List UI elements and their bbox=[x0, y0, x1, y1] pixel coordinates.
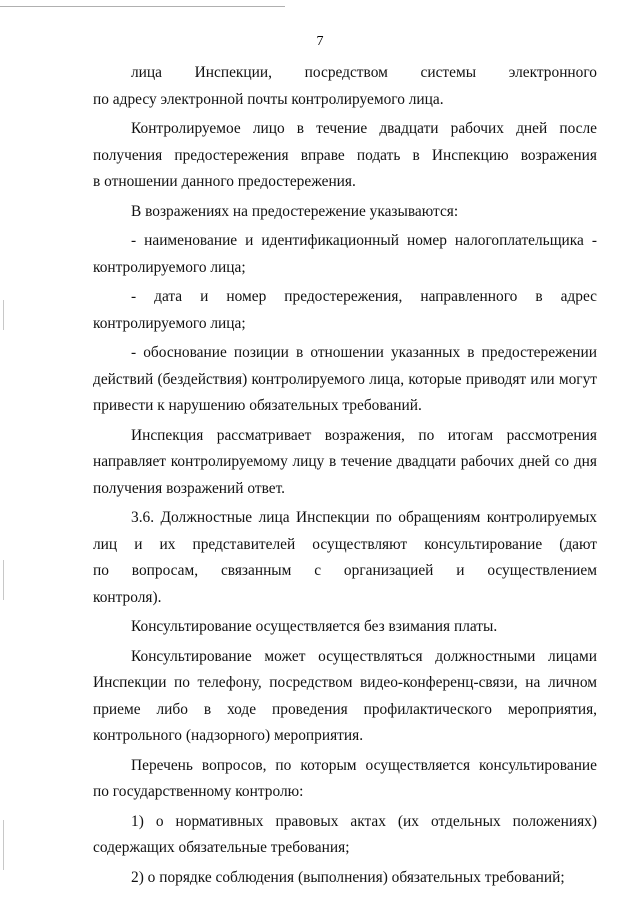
text-line: получения возражений ответ. bbox=[93, 479, 285, 497]
text-line: лица Инспекции, посредством системы электронного bbox=[131, 64, 597, 81]
text-line: в отношении данного предостережения. bbox=[93, 173, 356, 190]
text-line: контроля). bbox=[93, 588, 162, 606]
paragraph bbox=[93, 644, 597, 750]
text-line: по вопросам, связанным с организацией и осуществлением bbox=[93, 562, 597, 579]
text-line: получения предостережения вправе подать в Инспекцию возражения bbox=[93, 146, 597, 164]
text-line: Перечень вопросов, по которым осуществляется консультирование bbox=[131, 756, 597, 774]
paragraph bbox=[93, 753, 597, 806]
document-body bbox=[93, 60, 597, 891]
text-line: В возражениях на предостережение указываются: bbox=[131, 202, 459, 220]
paragraph bbox=[93, 199, 597, 226]
paragraph bbox=[93, 614, 597, 641]
scan-top-rule bbox=[0, 6, 285, 7]
text-line: по государственному контролю: bbox=[93, 783, 304, 800]
text-line: действий (бездействия) контролируемого лица, которые приводят или могут bbox=[93, 370, 597, 388]
text-line: - дата и номер предостережения, направленного в адрес bbox=[131, 288, 597, 305]
text-line: по адресу электронной почты контролируемого лица. bbox=[93, 90, 444, 108]
paragraph bbox=[93, 228, 597, 281]
paragraph bbox=[93, 423, 597, 503]
text-line: контролируемого лица; bbox=[93, 258, 246, 276]
scan-edge-mark bbox=[3, 560, 4, 600]
text-line: - наименование и идентификационный номер налогоплательщика - bbox=[131, 232, 597, 249]
scan-edge-mark bbox=[3, 820, 4, 870]
text-line: контролируемого лица; bbox=[93, 314, 246, 332]
text-line: направляет контролируемому лицу в течение двадцати рабочих дней со дня bbox=[93, 453, 597, 470]
text-line: Консультирование осуществляется без взимания платы. bbox=[131, 618, 498, 635]
text-line: 3.6. Должностные лица Инспекции по обращениям контролируемых bbox=[131, 509, 597, 526]
paragraph bbox=[93, 505, 597, 611]
paragraph bbox=[93, 60, 597, 113]
text-line: привести к нарушению обязательных требований. bbox=[93, 397, 422, 414]
paragraph bbox=[93, 865, 597, 892]
text-line: Консультирование может осуществляться должностными лицами bbox=[131, 647, 597, 665]
scan-edge-mark bbox=[3, 300, 4, 330]
text-line: Инспекции по телефону, посредством видео-конференц-связи, на личном bbox=[93, 674, 597, 691]
paragraph bbox=[93, 340, 597, 420]
paragraph bbox=[93, 284, 597, 337]
text-line: контрольного (надзорного) мероприятия. bbox=[93, 727, 364, 744]
text-line: 2) о порядке соблюдения (выполнения) обязательных требований; bbox=[131, 868, 565, 886]
page-number: 7 bbox=[316, 34, 324, 49]
text-line: 1) о нормативных правовых актах (их отдельных положениях) bbox=[131, 812, 597, 830]
text-line: приеме либо в ходе проведения профилактического мероприятия, bbox=[93, 700, 597, 718]
paragraph bbox=[93, 116, 597, 196]
text-line: - обоснование позиции в отношении указанных в предостережении bbox=[131, 344, 597, 361]
text-line: Инспекция рассматривает возражения, по итогам рассмотрения bbox=[131, 426, 597, 444]
text-line: Контролируемое лицо в течение двадцати рабочих дней после bbox=[131, 120, 597, 137]
text-line: содержащих обязательные требования; bbox=[93, 839, 350, 856]
paragraph bbox=[93, 809, 597, 862]
text-line: лиц и их представителей осуществляют консультирование (дают bbox=[93, 535, 597, 553]
